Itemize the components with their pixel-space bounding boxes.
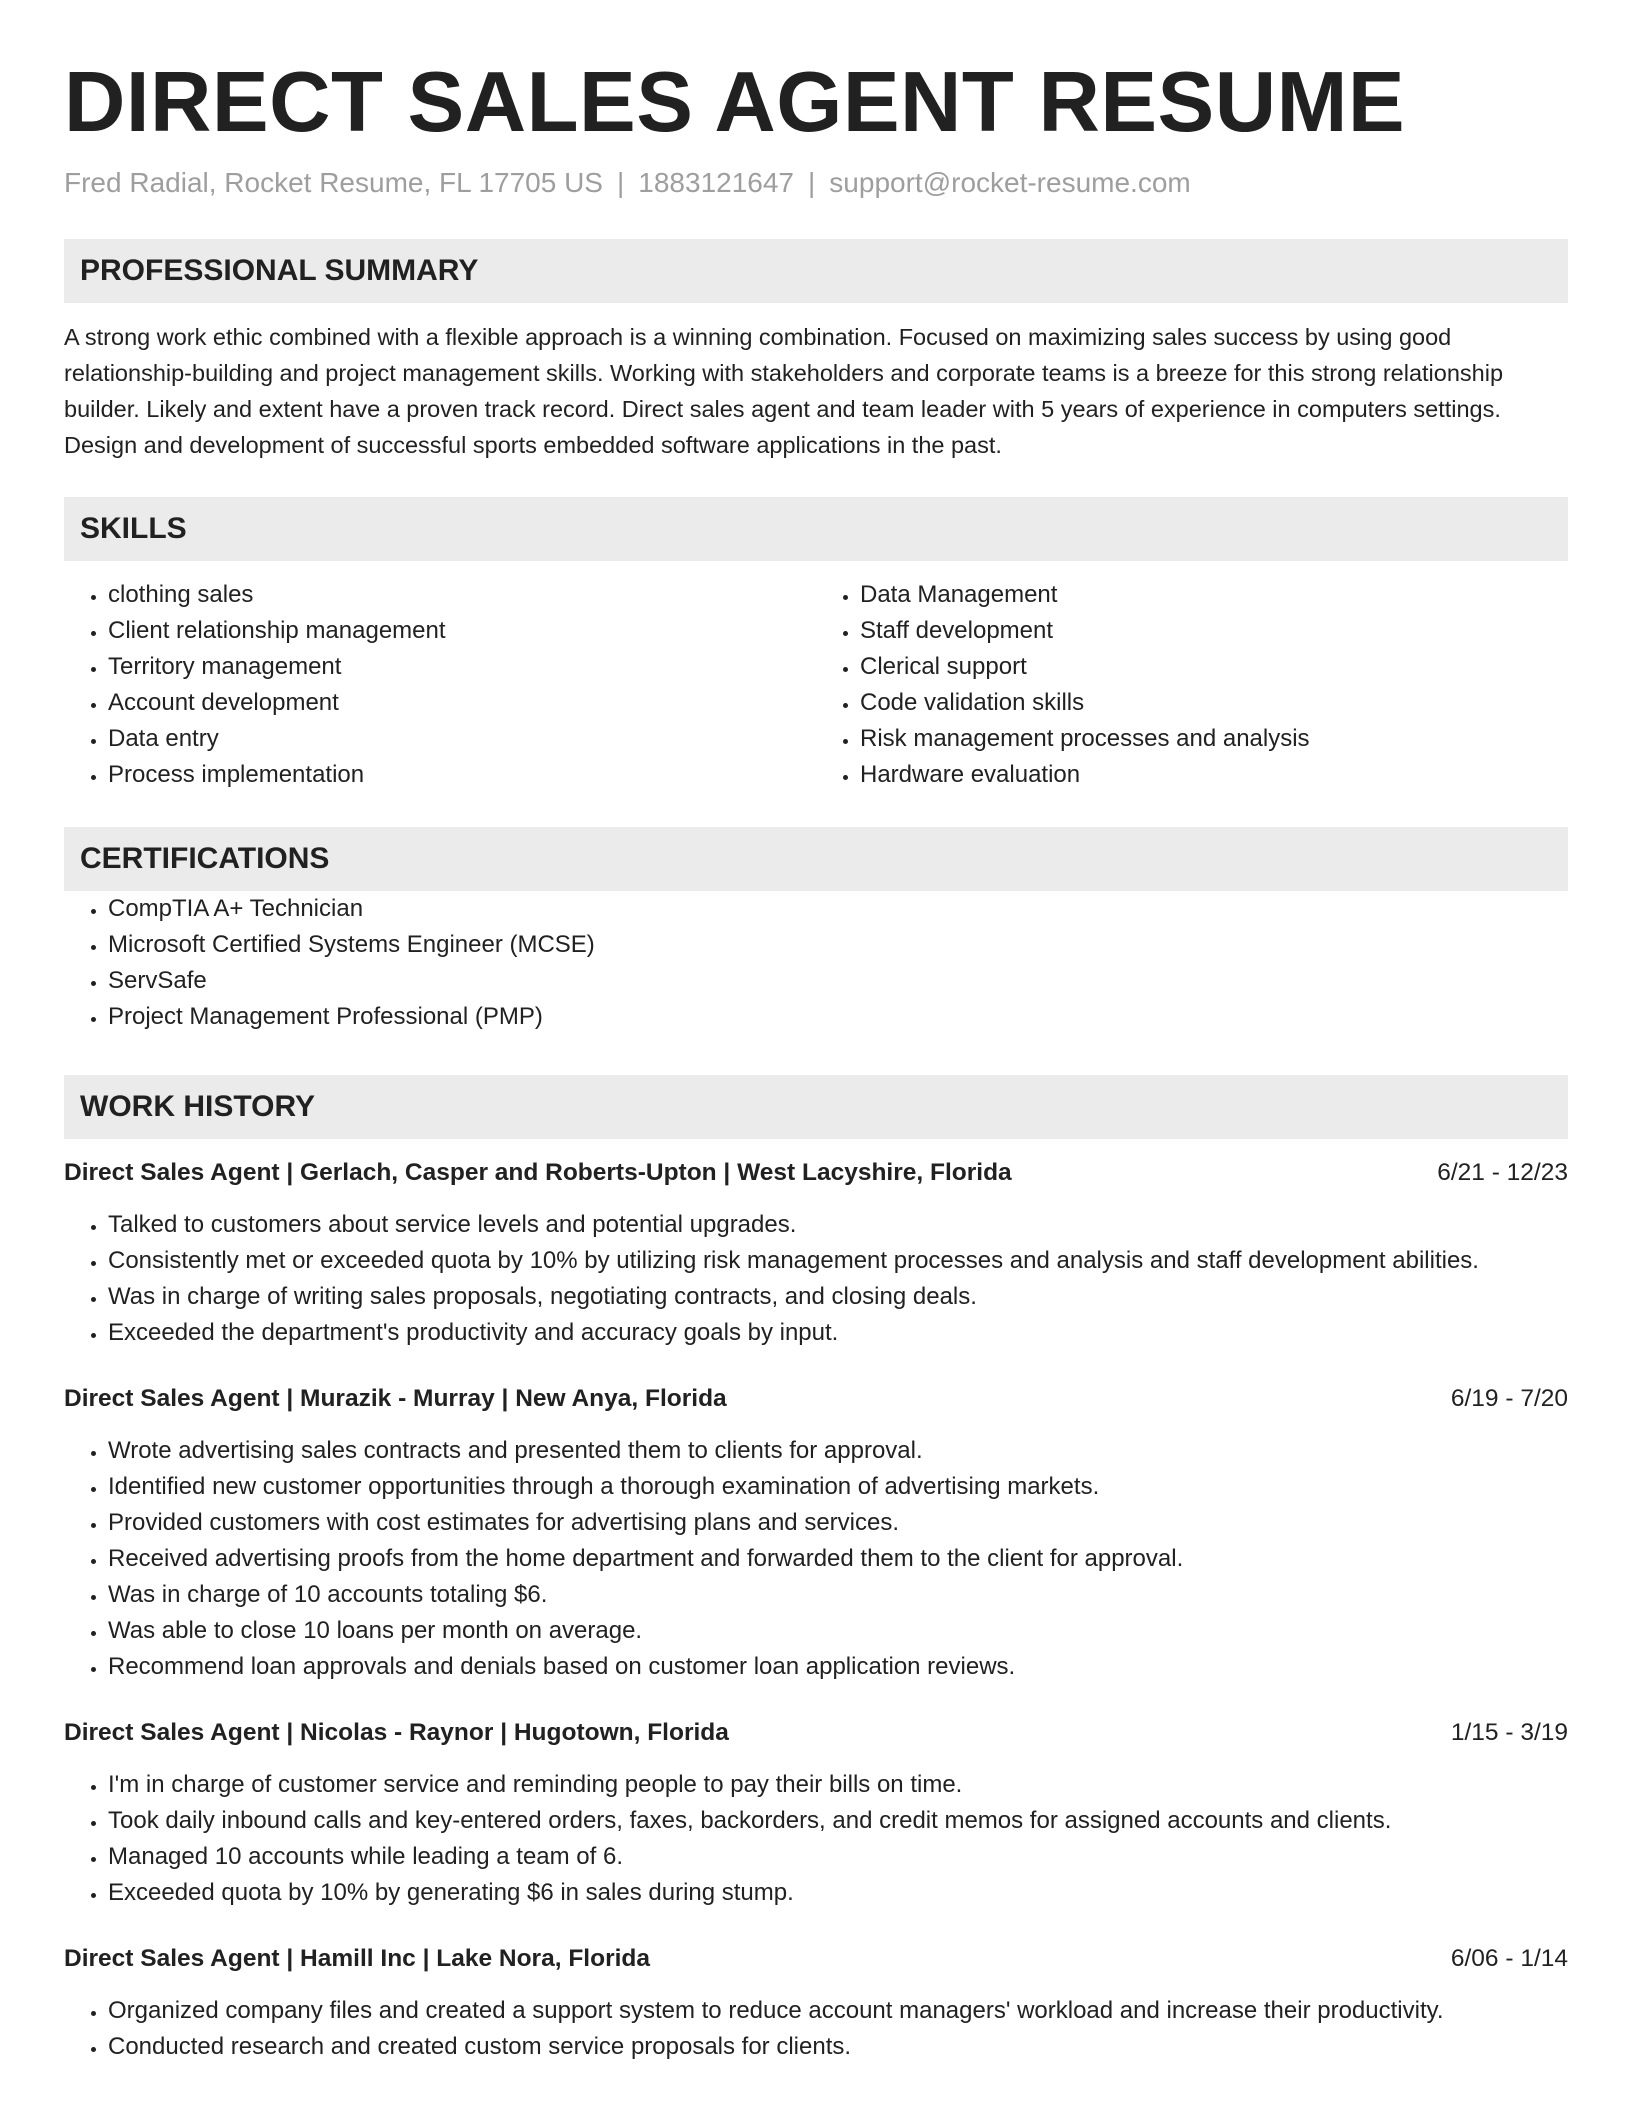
job-bullet: • Recommend loan approvals and denials based on customer loan application reviews. [108,1649,1568,1685]
skill-item: • Staff development [860,613,1568,649]
section-header-skills: SKILLS [64,497,1568,561]
job-title: Direct Sales Agent | Hamill Inc | Lake Nora, Florida [64,1945,651,1973]
skills-column-left [64,577,816,793]
job-dates: 6/06 - 1/14 [1450,1945,1568,1973]
job-dates: 6/21 - 12/23 [1437,1159,1568,1187]
job-bullets [64,1767,1568,1911]
job-entry [64,1941,1568,2065]
job-dates: 1/15 - 3/19 [1450,1719,1568,1747]
skill-item: • Territory management [108,649,816,685]
job-bullets [64,1433,1568,1685]
job-bullets [64,1993,1568,2065]
job-bullet: • Conducted research and created custom service proposals for clients. [108,2029,1568,2065]
job-entry [64,1155,1568,1351]
skill-item: • Client relationship management [108,613,816,649]
job-bullet: • Managed 10 accounts while leading a team of 6. [108,1839,1568,1875]
job-header [64,1941,1568,1977]
certification-item: • CompTIA A+ Technician [108,891,1568,927]
skill-item: • Data Management [860,577,1568,613]
job-bullet: • Was able to close 10 loans per month on average. [108,1613,1568,1649]
section-header-certifications: CERTIFICATIONS [64,827,1568,891]
contact-line [64,166,1568,200]
job-title: Direct Sales Agent | Gerlach, Casper and Roberts-Upton | West Lacyshire, Florida [64,1159,1012,1187]
job-bullet: • Was in charge of writing sales proposals, negotiating contracts, and closing deals. [108,1279,1568,1315]
skill-item: • Code validation skills [860,685,1568,721]
job-bullet: • Provided customers with cost estimates for advertising plans and services. [108,1505,1568,1541]
job-bullet: • I'm in charge of customer service and reminding people to pay their bills on time. [108,1767,1568,1803]
skill-item: • clothing sales [108,577,816,613]
skill-item: • Process implementation [108,757,816,793]
page-title: DIRECT SALES AGENT RESUME [64,55,1406,150]
certifications-list [64,891,1568,1035]
job-bullet: • Exceeded quota by 10% by generating $6 in sales during stump. [108,1875,1568,1911]
job-dates: 6/19 - 7/20 [1450,1385,1568,1413]
job-entry [64,1381,1568,1685]
job-bullet: • Wrote advertising sales contracts and presented them to clients for approval. [108,1433,1568,1469]
certification-item: • Microsoft Certified Systems Engineer (MCSE) [108,927,1568,963]
job-bullet: • Received advertising proofs from the home department and forwarded them to the client for approval. [108,1541,1568,1577]
job-entry [64,1715,1568,1911]
job-header [64,1381,1568,1417]
job-bullet: • Exceeded the department's productivity and accuracy goals by input. [108,1315,1568,1351]
skill-item: • Account development [108,685,816,721]
job-title: Direct Sales Agent | Murazik - Murray | New Anya, Florida [64,1385,727,1413]
job-header [64,1715,1568,1751]
job-header [64,1155,1568,1191]
job-title: Direct Sales Agent | Nicolas - Raynor | Hugotown, Florida [64,1719,729,1747]
job-bullet: • Talked to customers about service levels and potential upgrades. [108,1207,1568,1243]
job-bullet: • Organized company files and created a support system to reduce account managers' workload and increase their productivity. [108,1993,1568,2029]
contact-phone: 1883121647 [638,166,795,198]
contact-email: support@rocket-resume.com [829,166,1191,198]
job-bullets [64,1207,1568,1351]
contact-address: Fred Radial, Rocket Resume, FL 17705 US [64,166,603,198]
certification-item: • ServSafe [108,963,1568,999]
job-bullet: • Took daily inbound calls and key-entered orders, faxes, backorders, and credit memos for assigned accounts and clients. [108,1803,1568,1839]
skill-item: • Data entry [108,721,816,757]
job-bullet: • Was in charge of 10 accounts totaling $6. [108,1577,1568,1613]
skill-item: • Risk management processes and analysis [860,721,1568,757]
skills-column-right [816,577,1568,793]
job-bullet: • Identified new customer opportunities through a thorough examination of advertising markets. [108,1469,1568,1505]
section-header-work-history: WORK HISTORY [64,1075,1568,1139]
skill-item: • Hardware evaluation [860,757,1568,793]
summary-text: A strong work ethic combined with a flexible approach is a winning combination. Focused on maximizing sales success by using good relationship-building and project management skills. Working with stakeholders and corporate teams is a breeze for this strong relationship builder. Likely and extent have a proven track record. Direct sales agent and team leader with 5 years of experience in computers settings. Design and development of successful sports embedded software applications in the past. [64,324,1504,459]
skills-list [64,577,1568,793]
job-bullet: • Consistently met or exceeded quota by 10% by utilizing risk management processes and analysis and staff development abilities. [108,1243,1568,1279]
section-header-professional-summary: PROFESSIONAL SUMMARY [64,239,1568,303]
contact-separator: | [617,166,625,198]
skill-item: • Clerical support [860,649,1568,685]
contact-separator: | [808,166,816,198]
certification-item: • Project Management Professional (PMP) [108,999,1568,1035]
